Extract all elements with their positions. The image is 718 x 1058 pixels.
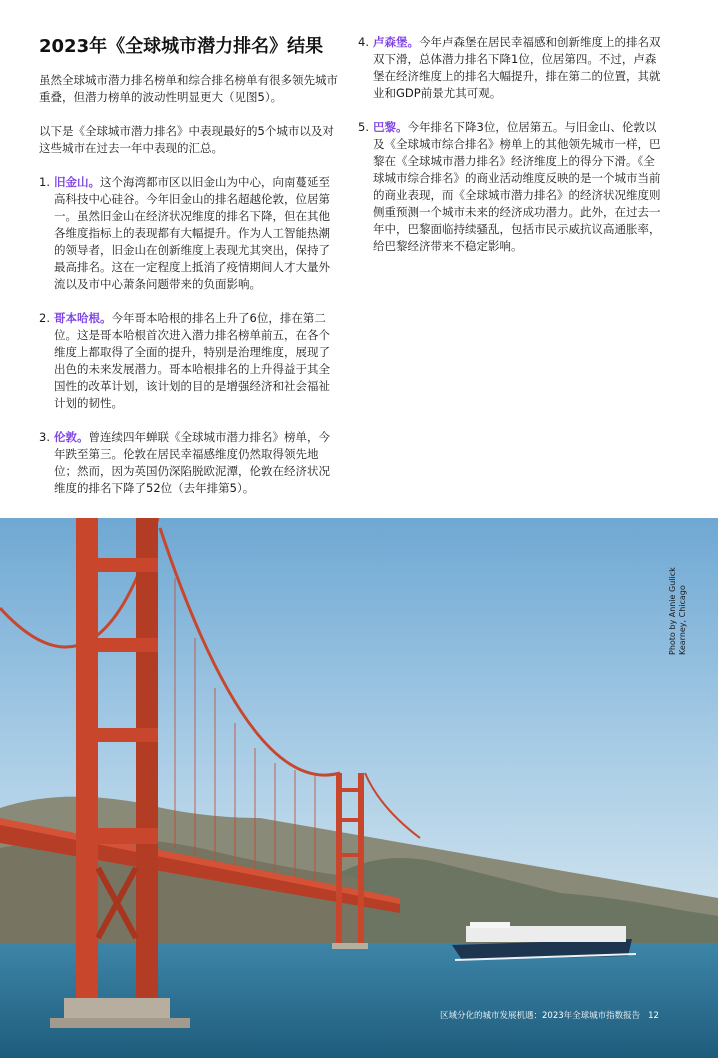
page-title: 2023年《全球城市潜力排名》结果	[39, 36, 324, 57]
footer-report-title: 区域分化的城市发展机遇：2023年全球城市指数报告	[440, 1011, 641, 1021]
ranking-item-1	[39, 174, 341, 293]
golden-gate-bridge-photo	[0, 518, 718, 1058]
item-body	[54, 174, 341, 293]
ranking-item-3	[39, 429, 341, 497]
photo-credit-line-2: Kearney, Chicago	[678, 585, 687, 655]
city-name: 哥本哈根。	[54, 311, 112, 325]
page-number: 12	[648, 1011, 659, 1021]
intro-paragraph-2: 以下是《全球城市潜力排名》中表现最好的5个城市以及对这些城市在过去一年中表现的汇总。	[39, 124, 334, 155]
item-number: 2.	[39, 311, 50, 325]
item-number: 4.	[358, 35, 369, 49]
item-number: 5.	[358, 120, 369, 134]
left-column	[39, 34, 341, 514]
ranking-item-4	[358, 34, 662, 102]
ranking-item-5	[358, 119, 662, 255]
city-name: 旧金山。	[54, 175, 100, 189]
item-number: 3.	[39, 430, 50, 444]
page-footer	[440, 1009, 690, 1021]
item-text: 曾连续四年蝉联《全球城市潜力排名》榜单，今年跌至第三。伦敦在居民幸福感维度仍然取得领先地位；然而，因为英国仍深陷脱欧泥潭，伦敦在经济状况维度的排名下降了52位（去年排第5）。	[54, 430, 330, 495]
item-text: 今年哥本哈根的排名上升了6位，排在第二位。这是哥本哈根首次进入潜力排名榜单前五，在各个维度上都取得了全面的提升，特别是治理维度，展现了出色的未来发展潜力。哥本哈根排名的上升得益于其全国性的改革计划，该计划的目的是增强经济和社会福祉计划的韧性。	[54, 311, 330, 410]
right-column	[358, 34, 662, 272]
city-name: 伦敦。	[54, 430, 89, 444]
city-name: 卢森堡。	[373, 35, 419, 49]
item-body	[54, 429, 341, 497]
item-text: 今年卢森堡在居民幸福感和创新维度上的排名双双下滑，总体潜力排名下降1位，位居第四。不过，卢森堡在经济维度上的排名大幅提升，排在第二的位置，其就业和GDP前景尤其可观。	[373, 35, 661, 100]
ranking-item-2	[39, 310, 341, 412]
item-number: 1.	[39, 175, 50, 189]
item-body	[373, 119, 662, 255]
item-text: 今年排名下降3位，位居第五。与旧金山、伦敦以及《全球城市综合排名》榜单上的其他领先城市一样，巴黎在《全球城市潜力排名》经济维度上的得分下滑。《全球城市综合排名》的商业活动维度反映的是一个城市当前的商业表现，而《全球城市潜力排名》的经济状况维度则侧重预测一个城市未来的经济成功潜力。此外，在过去一年中，巴黎面临持续骚乱，包括市民示威抗议高通胀率，给巴黎经济带来不稳定影响。	[373, 120, 661, 253]
photo-credit-line-1: Photo by Annie Gulick	[668, 567, 677, 655]
item-body	[373, 34, 662, 102]
item-body	[54, 310, 341, 412]
intro-paragraph-1: 虽然全球城市潜力排名榜单和综合排名榜单有很多领先城市重叠，但潜力榜单的波动性明显更大（见图5）。	[39, 73, 338, 104]
item-text: 这个海湾都市区以旧金山为中心，向南蔓延至高科技中心硅谷。今年旧金山的排名超越伦敦，位居第一。虽然旧金山在经济状况维度的排名下降，但在其他各维度指标上的表现都有大幅提升。作为人工智能热潮的领导者，旧金山在创新维度上表现尤其突出，保持了最高排名。这在一定程度上抵消了疫情期间人才大量外流以及市中心萧条问题带来的负面影响。	[54, 175, 330, 291]
city-name: 巴黎。	[373, 120, 408, 134]
